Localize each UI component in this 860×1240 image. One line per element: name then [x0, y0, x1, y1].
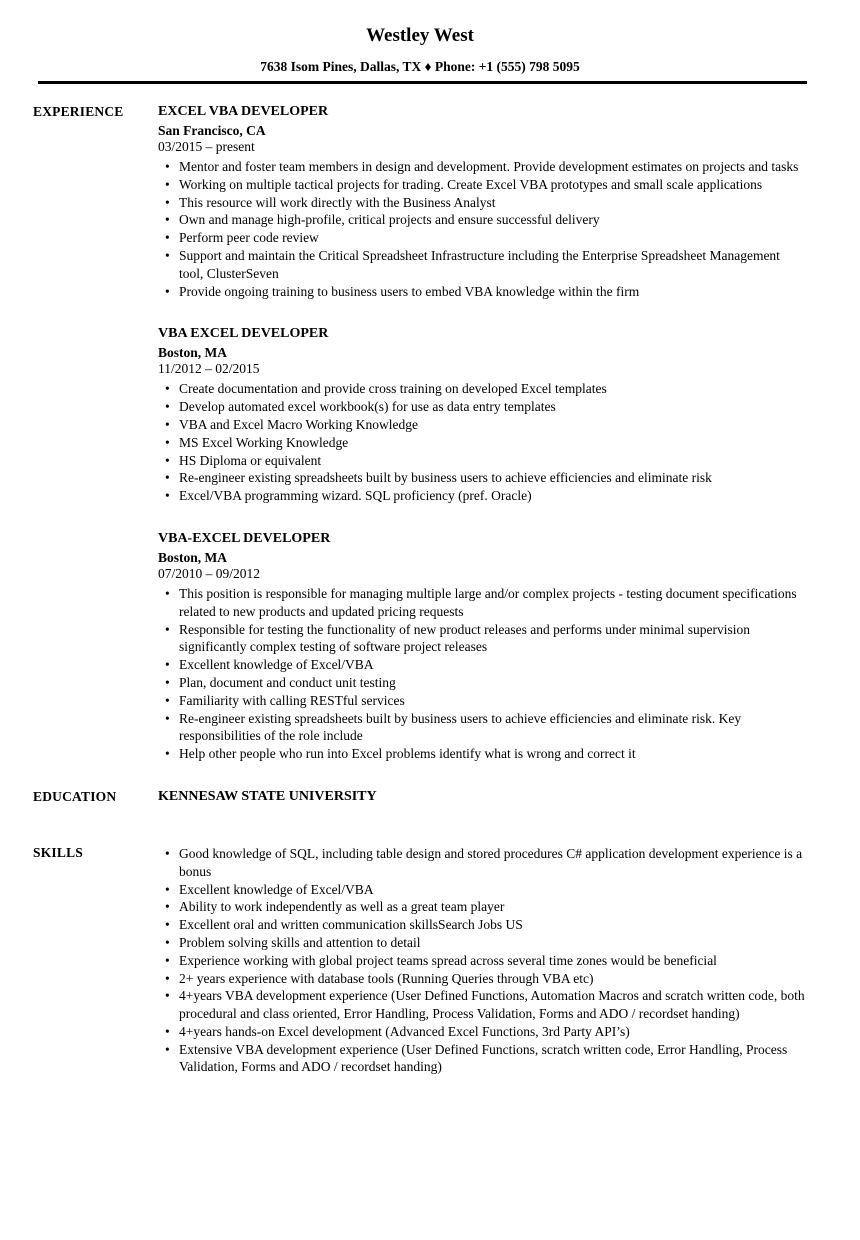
skill-bullet: • Problem solving skills and attention to detail: [158, 934, 807, 952]
header-divider: [38, 81, 807, 84]
job-location: Boston, MA: [158, 549, 228, 565]
skills-bullet-list: [158, 845, 807, 1076]
skills-content: [158, 845, 807, 1076]
job-bullet-list: [158, 585, 807, 763]
experience-label: EXPERIENCE: [33, 104, 124, 119]
job-dates: 03/2015 – present: [158, 139, 255, 154]
job-title: VBA EXCEL DEVELOPER: [158, 326, 329, 342]
skill-bullet: • Experience working with global project teams spread across several time zones would be beneficial: [158, 952, 807, 970]
job-bullet: • Working on multiple tactical projects for trading. Create Excel VBA prototypes and small scale applications: [158, 176, 807, 194]
job-title: EXCEL VBA DEVELOPER: [158, 104, 329, 119]
job-bullet-list: [158, 158, 807, 300]
skill-bullet: • Good knowledge of SQL, including table design and stored procedures C# application development experience is a bonus: [158, 845, 807, 881]
experience-content: [158, 104, 807, 789]
job-bullet: • Perform peer code review: [158, 229, 807, 247]
skills-section: [33, 845, 807, 1076]
job-bullet: • Re-engineer existing spreadsheets built by business users to achieve efficiencies and eliminate risk. Key responsibilities of the role include: [158, 710, 807, 746]
resume-header: [33, 26, 807, 84]
skill-bullet: • Excellent knowledge of Excel/VBA: [158, 881, 807, 899]
job-bullet-list: [158, 380, 807, 505]
skill-bullet: • Extensive VBA development experience (User Defined Functions, scratch written code, Error Handling, Process Validation, Forms and ADO / recordset handing): [158, 1041, 807, 1077]
skill-bullet: • 4+years hands-on Excel development (Advanced Excel Functions, 3rd Party API’s): [158, 1023, 807, 1041]
job-bullet: • Create documentation and provide cross training on developed Excel templates: [158, 380, 807, 398]
skill-bullet: • Ability to work independently as well as a great team player: [158, 898, 807, 916]
education-section: [33, 789, 807, 805]
skills-label: SKILLS: [33, 844, 83, 860]
job-bullet: • MS Excel Working Knowledge: [158, 434, 807, 452]
person-name: Westley West: [366, 25, 474, 46]
job-entry: [158, 326, 807, 505]
job-bullet: • Help other people who run into Excel problems identify what is wrong and correct it: [158, 745, 807, 763]
job-bullet: • HS Diploma or equivalent: [158, 452, 807, 470]
job-bullet: • This resource will work directly with the Business Analyst: [158, 194, 807, 212]
job-entry: [158, 531, 807, 763]
job-bullet: • Plan, document and conduct unit testing: [158, 674, 807, 692]
job-bullet: • Familiarity with calling RESTful services: [158, 692, 807, 710]
job-location: San Francisco, CA: [158, 123, 266, 138]
job-bullet: • VBA and Excel Macro Working Knowledge: [158, 416, 807, 434]
job-bullet: • Provide ongoing training to business users to embed VBA knowledge within the firm: [158, 283, 807, 301]
job-bullet: • Excellent knowledge of Excel/VBA: [158, 656, 807, 674]
skill-bullet: • Excellent oral and written communication skillsSearch Jobs US: [158, 916, 807, 934]
job-bullet: • Excel/VBA programming wizard. SQL proficiency (pref. Oracle): [158, 487, 807, 505]
skill-bullet: • 4+years VBA development experience (User Defined Functions, Automation Macros and scratch written code, both procedural and class oriented, Error Handling, Process Validation, Forms and ADO / recordset handing): [158, 987, 807, 1023]
education-label: EDUCATION: [33, 788, 117, 804]
job-bullet: • Own and manage high-profile, critical projects and ensure successful delivery: [158, 211, 807, 229]
experience-section: [33, 104, 807, 789]
job-bullet: • Support and maintain the Critical Spreadsheet Infrastructure including the Enterprise Spreadsheet Management tool, ClusterSeven: [158, 247, 807, 283]
job-bullet: • This position is responsible for managing multiple large and/or complex projects - testing document specifications related to new products and updated pricing requests: [158, 585, 807, 621]
job-title: VBA-EXCEL DEVELOPER: [158, 530, 331, 546]
education-content: [158, 789, 807, 805]
contact-line: 7638 Isom Pines, Dallas, TX ♦ Phone: +1 (555) 798 5095: [260, 59, 580, 74]
job-location: Boston, MA: [158, 345, 228, 361]
job-entry: [158, 104, 807, 300]
job-bullet: • Re-engineer existing spreadsheets built by business users to achieve efficiencies and eliminate risk: [158, 469, 807, 487]
skill-bullet: • 2+ years experience with database tools (Running Queries through VBA etc): [158, 970, 807, 988]
school-name: KENNESAW STATE UNIVERSITY: [158, 788, 377, 804]
job-dates: 07/2010 – 09/2012: [158, 565, 261, 581]
job-dates: 11/2012 – 02/2015: [158, 361, 260, 377]
job-bullet: • Develop automated excel workbook(s) for use as data entry templates: [158, 398, 807, 416]
job-bullet: • Responsible for testing the functionality of new product releases and performs under minimal supervision significantly complex testing of software project releases: [158, 621, 807, 657]
job-bullet: • Mentor and foster team members in design and development. Provide development estimates on projects and tasks: [158, 158, 807, 176]
